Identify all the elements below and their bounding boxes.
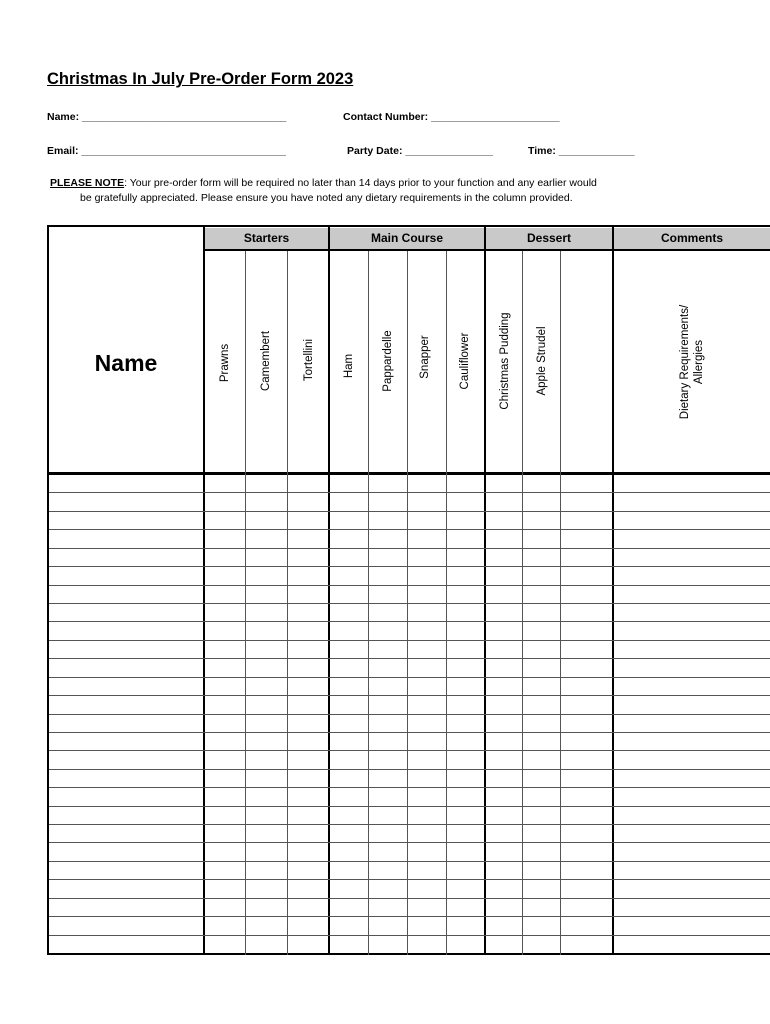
contact-number-field[interactable]: Contact Number: ______________________ xyxy=(343,111,560,123)
table-row-line xyxy=(49,714,770,715)
table-row-line xyxy=(49,750,770,751)
table-row-line xyxy=(49,548,770,549)
group-header-comments: Comments xyxy=(614,228,770,249)
group-header-main-course: Main Course xyxy=(330,228,484,249)
col-header-apple-strudel: Apple Strudel xyxy=(536,326,548,396)
col-header-ham: Ham xyxy=(343,353,355,379)
col-header-camembert: Camembert xyxy=(260,330,272,392)
table-left-border xyxy=(47,225,49,955)
col-header-pappardelle: Pappardelle xyxy=(382,330,394,392)
group-divider-0 xyxy=(203,225,205,955)
table-row-line xyxy=(49,585,770,586)
group-divider-2 xyxy=(484,225,486,955)
table-row-line xyxy=(49,529,770,530)
table-top-border xyxy=(47,225,770,227)
table-row-line xyxy=(49,677,770,678)
table-row-line xyxy=(49,640,770,641)
note-line-1: : Your pre-order form will be required no later than 14 days prior to your function and any earlier would xyxy=(124,177,597,189)
name-field[interactable]: Name: ___________________________________ xyxy=(47,111,287,123)
group-header-starters: Starters xyxy=(205,228,328,249)
group-divider-3 xyxy=(612,225,614,955)
col-header-cauliflower: Cauliflower xyxy=(459,332,471,390)
table-row-line xyxy=(49,603,770,604)
table-row-line xyxy=(49,842,770,843)
email-field[interactable]: Email: ___________________________________ xyxy=(47,145,286,157)
note-line-2: be gratefully appreciated. Please ensure you have noted any dietary requirements in the column provided. xyxy=(80,192,573,204)
note-label: PLEASE NOTE xyxy=(50,177,125,189)
col-header-tortellini: Tortellini xyxy=(303,338,315,382)
header-bottom-border xyxy=(47,472,770,475)
table-row-line xyxy=(49,787,770,788)
party-date-field[interactable]: Party Date: _______________ xyxy=(347,145,493,157)
group-header-underline xyxy=(203,249,770,251)
col-header-christmas-pudding: Christmas Pudding xyxy=(499,312,511,410)
table-row-line xyxy=(49,511,770,512)
col-header-dietary-requirements: Dietary Requirements/ Allergies xyxy=(679,304,705,420)
table-row-line xyxy=(49,861,770,862)
group-divider-1 xyxy=(328,225,330,955)
table-row-line xyxy=(49,806,770,807)
table-row-line xyxy=(49,732,770,733)
table-row-line xyxy=(49,898,770,899)
col-header-prawns: Prawns xyxy=(219,343,231,383)
table-row-line xyxy=(49,492,770,493)
table-row-line xyxy=(49,695,770,696)
time-field[interactable]: Time: _____________ xyxy=(528,145,635,157)
form-title: Christmas In July Pre-Order Form 2023 xyxy=(47,70,354,88)
table-row-line xyxy=(49,566,770,567)
table-row-line xyxy=(49,935,770,936)
table-row-line xyxy=(49,879,770,880)
table-row-line xyxy=(49,658,770,659)
table-row-line xyxy=(49,824,770,825)
table-row-line xyxy=(49,621,770,622)
name-column-header: Name xyxy=(94,349,158,376)
group-header-dessert: Dessert xyxy=(486,228,612,249)
table-row-line xyxy=(49,916,770,917)
table-bottom-border xyxy=(47,953,770,955)
col-header-snapper: Snapper xyxy=(419,335,431,379)
table-row-line xyxy=(49,769,770,770)
